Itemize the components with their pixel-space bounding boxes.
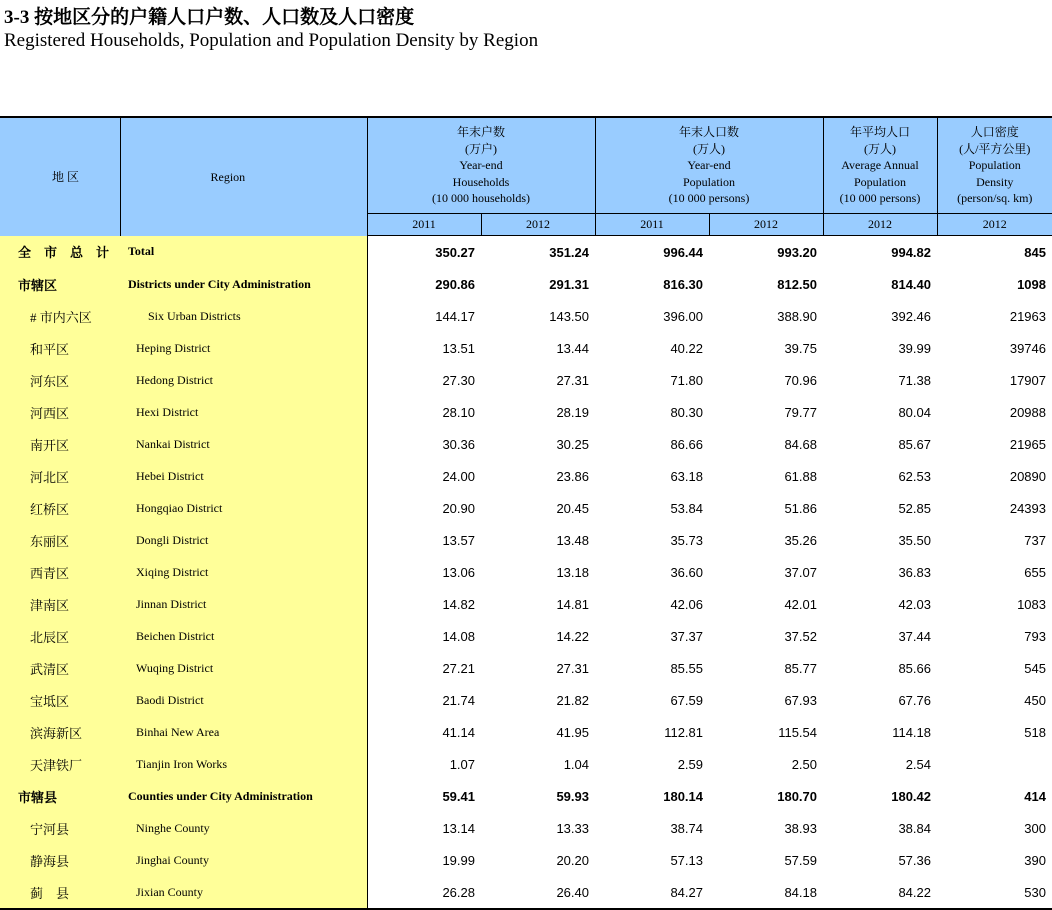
region-name-cn: 市辖县 <box>0 780 120 812</box>
households-2012-cell: 13.33 <box>481 812 595 844</box>
population-2012-cell: 79.77 <box>709 396 823 428</box>
region-name-en: Baodi District <box>120 684 367 716</box>
population-2012-cell: 2.50 <box>709 748 823 780</box>
region-name-cn: 和平区 <box>0 332 120 364</box>
avg-population-2012-cell: 39.99 <box>823 332 937 364</box>
region-name-en: Districts under City Administration <box>120 268 367 300</box>
density-2012-cell: 414 <box>937 780 1052 812</box>
region-name-en: Nankai District <box>120 428 367 460</box>
avg-population-2012-cell: 52.85 <box>823 492 937 524</box>
households-2012-cell: 27.31 <box>481 652 595 684</box>
avg-population-header <box>823 117 937 214</box>
households-2012-cell: 351.24 <box>481 236 595 269</box>
avg-population-header-line: Average Annual <box>824 157 937 174</box>
households-2011-cell: 350.27 <box>367 236 481 269</box>
table-row <box>0 748 1052 780</box>
avg-population-2012-cell: 80.04 <box>823 396 937 428</box>
population-2012-cell: 388.90 <box>709 300 823 332</box>
region-name-en: Hexi District <box>120 396 367 428</box>
households-2012-cell: 30.25 <box>481 428 595 460</box>
population-2011-cell: 57.13 <box>595 844 709 876</box>
table-row <box>0 364 1052 396</box>
population-2012-cell: 115.54 <box>709 716 823 748</box>
population-2012-cell: 37.52 <box>709 620 823 652</box>
avg-population-2012-cell: 67.76 <box>823 684 937 716</box>
households-2012-cell: 13.44 <box>481 332 595 364</box>
households-2011-cell: 41.14 <box>367 716 481 748</box>
population-2011-cell: 180.14 <box>595 780 709 812</box>
region-name-en: Wuqing District <box>120 652 367 684</box>
households-2012-cell: 14.81 <box>481 588 595 620</box>
households-2011-cell: 19.99 <box>367 844 481 876</box>
households-2011-cell: 1.07 <box>367 748 481 780</box>
region-name-cn: 蓟 县 <box>0 876 120 909</box>
table-row <box>0 524 1052 556</box>
avg-population-2012-cell: 62.53 <box>823 460 937 492</box>
population-2012-cell: 180.70 <box>709 780 823 812</box>
region-name-en: Hongqiao District <box>120 492 367 524</box>
avg-population-2012-cell: 71.38 <box>823 364 937 396</box>
households-2011-cell: 14.08 <box>367 620 481 652</box>
households-2011-cell: 13.57 <box>367 524 481 556</box>
density-2012-cell: 518 <box>937 716 1052 748</box>
population-2012-cell: 67.93 <box>709 684 823 716</box>
avg-population-2012-cell: 36.83 <box>823 556 937 588</box>
households-2012-cell: 13.18 <box>481 556 595 588</box>
households-header-line: (10 000 households) <box>368 190 595 207</box>
region-name-en: Heping District <box>120 332 367 364</box>
density-2012-cell: 39746 <box>937 332 1052 364</box>
year-header: 2011 <box>595 214 709 236</box>
population-2012-cell: 993.20 <box>709 236 823 269</box>
region-name-cn: 宁河县 <box>0 812 120 844</box>
region-name-en: Ninghe County <box>120 812 367 844</box>
households-header-line: 年末户数 <box>368 124 595 141</box>
population-2011-cell: 816.30 <box>595 268 709 300</box>
population-2012-cell: 70.96 <box>709 364 823 396</box>
region-name-cn: 河东区 <box>0 364 120 396</box>
households-2011-cell: 26.28 <box>367 876 481 909</box>
households-2012-cell: 28.19 <box>481 396 595 428</box>
households-2011-cell: 28.10 <box>367 396 481 428</box>
population-2011-cell: 35.73 <box>595 524 709 556</box>
page-title-chinese: 3-3 按地区分的户籍人口户数、人口数及人口密度 <box>4 2 414 29</box>
table-row <box>0 684 1052 716</box>
density-2012-cell: 390 <box>937 844 1052 876</box>
population-2012-cell: 38.93 <box>709 812 823 844</box>
households-2011-cell: 13.06 <box>367 556 481 588</box>
table-row <box>0 588 1052 620</box>
households-header-line: Households <box>368 174 595 191</box>
page-title-english: Registered Households, Population and Population Density by Region <box>4 30 538 52</box>
year-header: 2012 <box>823 214 937 236</box>
households-2012-cell: 26.40 <box>481 876 595 909</box>
households-2011-cell: 13.14 <box>367 812 481 844</box>
avg-population-2012-cell: 85.67 <box>823 428 937 460</box>
avg-population-2012-cell: 2.54 <box>823 748 937 780</box>
density-2012-cell: 20890 <box>937 460 1052 492</box>
table-row <box>0 876 1052 909</box>
region-cn-header: 地 区 <box>0 117 120 236</box>
region-name-en: Tianjin Iron Works <box>120 748 367 780</box>
avg-population-2012-cell: 84.22 <box>823 876 937 909</box>
density-2012-cell: 737 <box>937 524 1052 556</box>
households-2011-cell: 144.17 <box>367 300 481 332</box>
population-2011-cell: 996.44 <box>595 236 709 269</box>
year-header: 2011 <box>367 214 481 236</box>
density-header-line: (person/sq. km) <box>938 190 1052 207</box>
households-2012-cell: 41.95 <box>481 716 595 748</box>
households-2012-cell: 13.48 <box>481 524 595 556</box>
households-2011-cell: 27.30 <box>367 364 481 396</box>
region-name-cn: 津南区 <box>0 588 120 620</box>
region-name-en: Counties under City Administration <box>120 780 367 812</box>
table-row <box>0 652 1052 684</box>
year-header: 2012 <box>937 214 1052 236</box>
population-2011-cell: 40.22 <box>595 332 709 364</box>
households-2012-cell: 20.20 <box>481 844 595 876</box>
population-2011-cell: 85.55 <box>595 652 709 684</box>
region-name-en: Six Urban Districts <box>120 300 367 332</box>
region-name-en: Dongli District <box>120 524 367 556</box>
avg-population-2012-cell: 42.03 <box>823 588 937 620</box>
households-2011-cell: 21.74 <box>367 684 481 716</box>
population-2011-cell: 67.59 <box>595 684 709 716</box>
avg-population-2012-cell: 38.84 <box>823 812 937 844</box>
density-2012-cell: 20988 <box>937 396 1052 428</box>
region-name-cn: 红桥区 <box>0 492 120 524</box>
region-name-en: Jinghai County <box>120 844 367 876</box>
region-name-cn: 武清区 <box>0 652 120 684</box>
density-2012-cell: 450 <box>937 684 1052 716</box>
region-name-cn: 宝坻区 <box>0 684 120 716</box>
households-2012-cell: 59.93 <box>481 780 595 812</box>
region-name-en: Hebei District <box>120 460 367 492</box>
population-2011-cell: 53.84 <box>595 492 709 524</box>
population-header-line: 年末人口数 <box>596 124 823 141</box>
region-name-cn: 天津铁厂 <box>0 748 120 780</box>
avg-population-2012-cell: 35.50 <box>823 524 937 556</box>
population-2011-cell: 37.37 <box>595 620 709 652</box>
households-2011-cell: 30.36 <box>367 428 481 460</box>
population-header-line: (10 000 persons) <box>596 190 823 207</box>
region-name-cn: 北辰区 <box>0 620 120 652</box>
density-2012-cell: 24393 <box>937 492 1052 524</box>
households-2012-cell: 21.82 <box>481 684 595 716</box>
population-2012-cell: 39.75 <box>709 332 823 364</box>
avg-population-header-line: (10 000 persons) <box>824 190 937 207</box>
population-2012-cell: 51.86 <box>709 492 823 524</box>
households-2012-cell: 20.45 <box>481 492 595 524</box>
population-header-line: (万人) <box>596 141 823 158</box>
year-header: 2012 <box>481 214 595 236</box>
table-row <box>0 268 1052 300</box>
population-2012-cell: 84.68 <box>709 428 823 460</box>
population-2012-cell: 812.50 <box>709 268 823 300</box>
density-header <box>937 117 1052 214</box>
population-2011-cell: 84.27 <box>595 876 709 909</box>
population-2012-cell: 37.07 <box>709 556 823 588</box>
table-row <box>0 716 1052 748</box>
households-2012-cell: 27.31 <box>481 364 595 396</box>
density-2012-cell: 21963 <box>937 300 1052 332</box>
population-2011-cell: 86.66 <box>595 428 709 460</box>
table-body <box>0 236 1052 910</box>
households-2011-cell: 13.51 <box>367 332 481 364</box>
header-row <box>0 117 1052 214</box>
density-2012-cell: 17907 <box>937 364 1052 396</box>
households-header <box>367 117 595 214</box>
region-name-en: Jixian County <box>120 876 367 909</box>
avg-population-2012-cell: 114.18 <box>823 716 937 748</box>
table-row <box>0 428 1052 460</box>
households-header-line: Year-end <box>368 157 595 174</box>
population-2011-cell: 112.81 <box>595 716 709 748</box>
density-header-line: Density <box>938 174 1052 191</box>
population-2012-cell: 84.18 <box>709 876 823 909</box>
households-2011-cell: 20.90 <box>367 492 481 524</box>
population-2012-cell: 85.77 <box>709 652 823 684</box>
population-table <box>0 116 1052 910</box>
households-2011-cell: 14.82 <box>367 588 481 620</box>
density-2012-cell: 1083 <box>937 588 1052 620</box>
population-2011-cell: 2.59 <box>595 748 709 780</box>
region-name-cn: 滨海新区 <box>0 716 120 748</box>
households-2012-cell: 23.86 <box>481 460 595 492</box>
region-name-cn: 西青区 <box>0 556 120 588</box>
table-row <box>0 332 1052 364</box>
table-row <box>0 460 1052 492</box>
population-header-line: Year-end <box>596 157 823 174</box>
density-2012-cell: 845 <box>937 236 1052 269</box>
population-2012-cell: 35.26 <box>709 524 823 556</box>
region-name-en: Hedong District <box>120 364 367 396</box>
table-row <box>0 620 1052 652</box>
region-name-en: Xiqing District <box>120 556 367 588</box>
population-2012-cell: 42.01 <box>709 588 823 620</box>
region-name-cn: 全 市 总 计 <box>0 236 120 269</box>
density-2012-cell: 300 <box>937 812 1052 844</box>
region-name-en: Jinnan District <box>120 588 367 620</box>
population-2011-cell: 42.06 <box>595 588 709 620</box>
year-header: 2012 <box>709 214 823 236</box>
population-2011-cell: 36.60 <box>595 556 709 588</box>
households-2011-cell: 290.86 <box>367 268 481 300</box>
households-2011-cell: 24.00 <box>367 460 481 492</box>
population-header <box>595 117 823 214</box>
density-2012-cell: 655 <box>937 556 1052 588</box>
region-name-cn: # 市内六区 <box>0 300 120 332</box>
table-row <box>0 236 1052 269</box>
table-row <box>0 300 1052 332</box>
density-2012-cell: 530 <box>937 876 1052 909</box>
region-name-cn: 南开区 <box>0 428 120 460</box>
population-2011-cell: 63.18 <box>595 460 709 492</box>
density-2012-cell <box>937 748 1052 780</box>
avg-population-2012-cell: 180.42 <box>823 780 937 812</box>
region-name-cn: 东丽区 <box>0 524 120 556</box>
table-row <box>0 556 1052 588</box>
region-name-cn: 河西区 <box>0 396 120 428</box>
density-header-line: (人/平方公里) <box>938 141 1052 158</box>
households-2011-cell: 27.21 <box>367 652 481 684</box>
density-2012-cell: 793 <box>937 620 1052 652</box>
avg-population-2012-cell: 814.40 <box>823 268 937 300</box>
households-2012-cell: 291.31 <box>481 268 595 300</box>
region-name-cn: 河北区 <box>0 460 120 492</box>
population-2011-cell: 396.00 <box>595 300 709 332</box>
households-header-line: (万户) <box>368 141 595 158</box>
density-header-line: 人口密度 <box>938 124 1052 141</box>
density-2012-cell: 21965 <box>937 428 1052 460</box>
region-name-en: Binhai New Area <box>120 716 367 748</box>
population-2011-cell: 80.30 <box>595 396 709 428</box>
households-2012-cell: 14.22 <box>481 620 595 652</box>
table-row <box>0 396 1052 428</box>
population-header-line: Population <box>596 174 823 191</box>
population-2012-cell: 57.59 <box>709 844 823 876</box>
population-2011-cell: 71.80 <box>595 364 709 396</box>
population-2011-cell: 38.74 <box>595 812 709 844</box>
population-2012-cell: 61.88 <box>709 460 823 492</box>
density-header-line: Population <box>938 157 1052 174</box>
density-2012-cell: 1098 <box>937 268 1052 300</box>
table-row <box>0 812 1052 844</box>
households-2012-cell: 143.50 <box>481 300 595 332</box>
avg-population-2012-cell: 57.36 <box>823 844 937 876</box>
region-en-header: Region <box>120 117 367 236</box>
avg-population-2012-cell: 37.44 <box>823 620 937 652</box>
table-row <box>0 780 1052 812</box>
avg-population-header-line: (万人) <box>824 141 937 158</box>
avg-population-header-line: 年平均人口 <box>824 124 937 141</box>
households-2011-cell: 59.41 <box>367 780 481 812</box>
households-2012-cell: 1.04 <box>481 748 595 780</box>
region-name-en: Beichen District <box>120 620 367 652</box>
table-row <box>0 844 1052 876</box>
region-name-cn: 静海县 <box>0 844 120 876</box>
avg-population-2012-cell: 392.46 <box>823 300 937 332</box>
region-name-en: Total <box>120 236 367 269</box>
density-2012-cell: 545 <box>937 652 1052 684</box>
avg-population-2012-cell: 85.66 <box>823 652 937 684</box>
avg-population-header-line: Population <box>824 174 937 191</box>
avg-population-2012-cell: 994.82 <box>823 236 937 269</box>
region-name-cn: 市辖区 <box>0 268 120 300</box>
table-row <box>0 492 1052 524</box>
